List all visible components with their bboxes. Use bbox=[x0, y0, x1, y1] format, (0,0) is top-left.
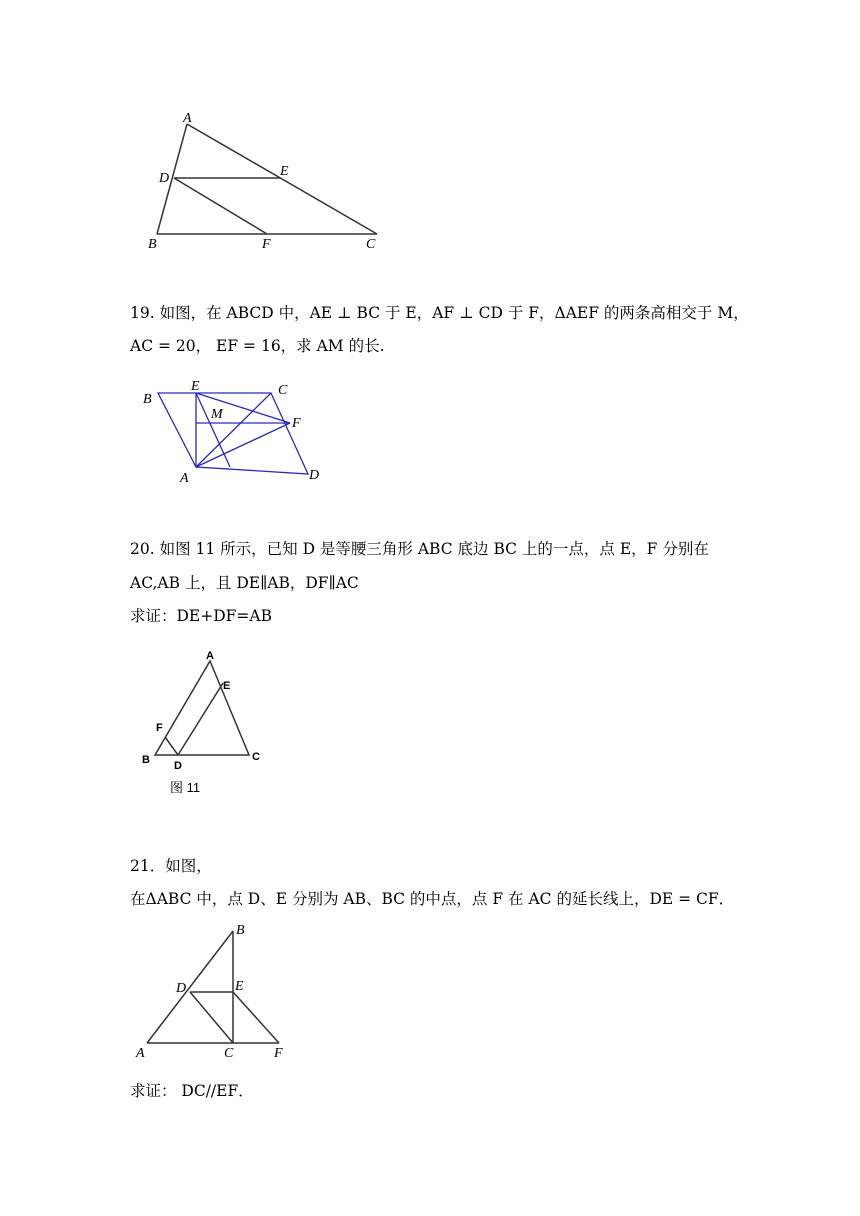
label-c: C bbox=[224, 1046, 234, 1061]
label-d: D bbox=[174, 760, 182, 770]
triangle-figure-21 bbox=[130, 918, 300, 1063]
label-d: D bbox=[309, 468, 320, 483]
label-f: F bbox=[274, 1046, 283, 1061]
label-b: B bbox=[148, 237, 157, 252]
label-c: C bbox=[278, 383, 288, 398]
label-e: E bbox=[280, 164, 289, 179]
problem-20-line-1: 20. 如图 11 所示，已知 D 是等腰三角形 ABC 底边 BC 上的一点，点 E，F 分别在 bbox=[130, 540, 709, 558]
label-a: A bbox=[136, 1046, 145, 1061]
label-a: A bbox=[183, 111, 192, 126]
label-f: F bbox=[292, 416, 301, 431]
label-b: B bbox=[142, 754, 150, 766]
label-a: A bbox=[206, 650, 214, 662]
isosceles-triangle-figure-20 bbox=[138, 645, 278, 770]
label-e: E bbox=[235, 979, 244, 994]
label-d: D bbox=[159, 171, 170, 186]
label-e: E bbox=[191, 379, 200, 394]
parallelogram-figure-19 bbox=[138, 378, 338, 488]
problem-21-line-1: 21．如图， bbox=[130, 857, 212, 875]
label-b: B bbox=[143, 392, 152, 407]
label-c: C bbox=[252, 751, 260, 763]
problem-20-line-2: AC,AB 上，且 DE∥AB，DF∥AC bbox=[130, 574, 359, 592]
problem-21-line-2: 在ΔABC 中，点 D、E 分别为 AB、BC 的中点，点 F 在 AC 的延长线上，DE = CF． bbox=[130, 890, 735, 908]
label-f: F bbox=[156, 722, 163, 734]
label-a: A bbox=[180, 471, 189, 486]
label-f: F bbox=[262, 237, 271, 252]
problem-20-line-3: 求证：DE+DF=AB bbox=[130, 607, 272, 625]
label-c: C bbox=[366, 237, 376, 252]
triangle-figure-18 bbox=[140, 108, 400, 258]
problem-19-line-2: AC = 20， EF = 16，求 AM 的长. bbox=[130, 337, 385, 355]
label-m: M bbox=[211, 407, 223, 422]
label-d: D bbox=[176, 981, 187, 996]
problem-21-proof-statement: 求证： DC//EF． bbox=[130, 1082, 254, 1100]
problem-19-line-1: 19. 如图，在 ABCD 中，AE ⊥ BC 于 E，AF ⊥ CD 于 F，ΔAEF 的两条高相交于 M， bbox=[130, 304, 749, 322]
figure-11-caption: 图 11 bbox=[170, 780, 201, 795]
label-b: B bbox=[236, 923, 245, 938]
label-e: E bbox=[223, 680, 231, 692]
